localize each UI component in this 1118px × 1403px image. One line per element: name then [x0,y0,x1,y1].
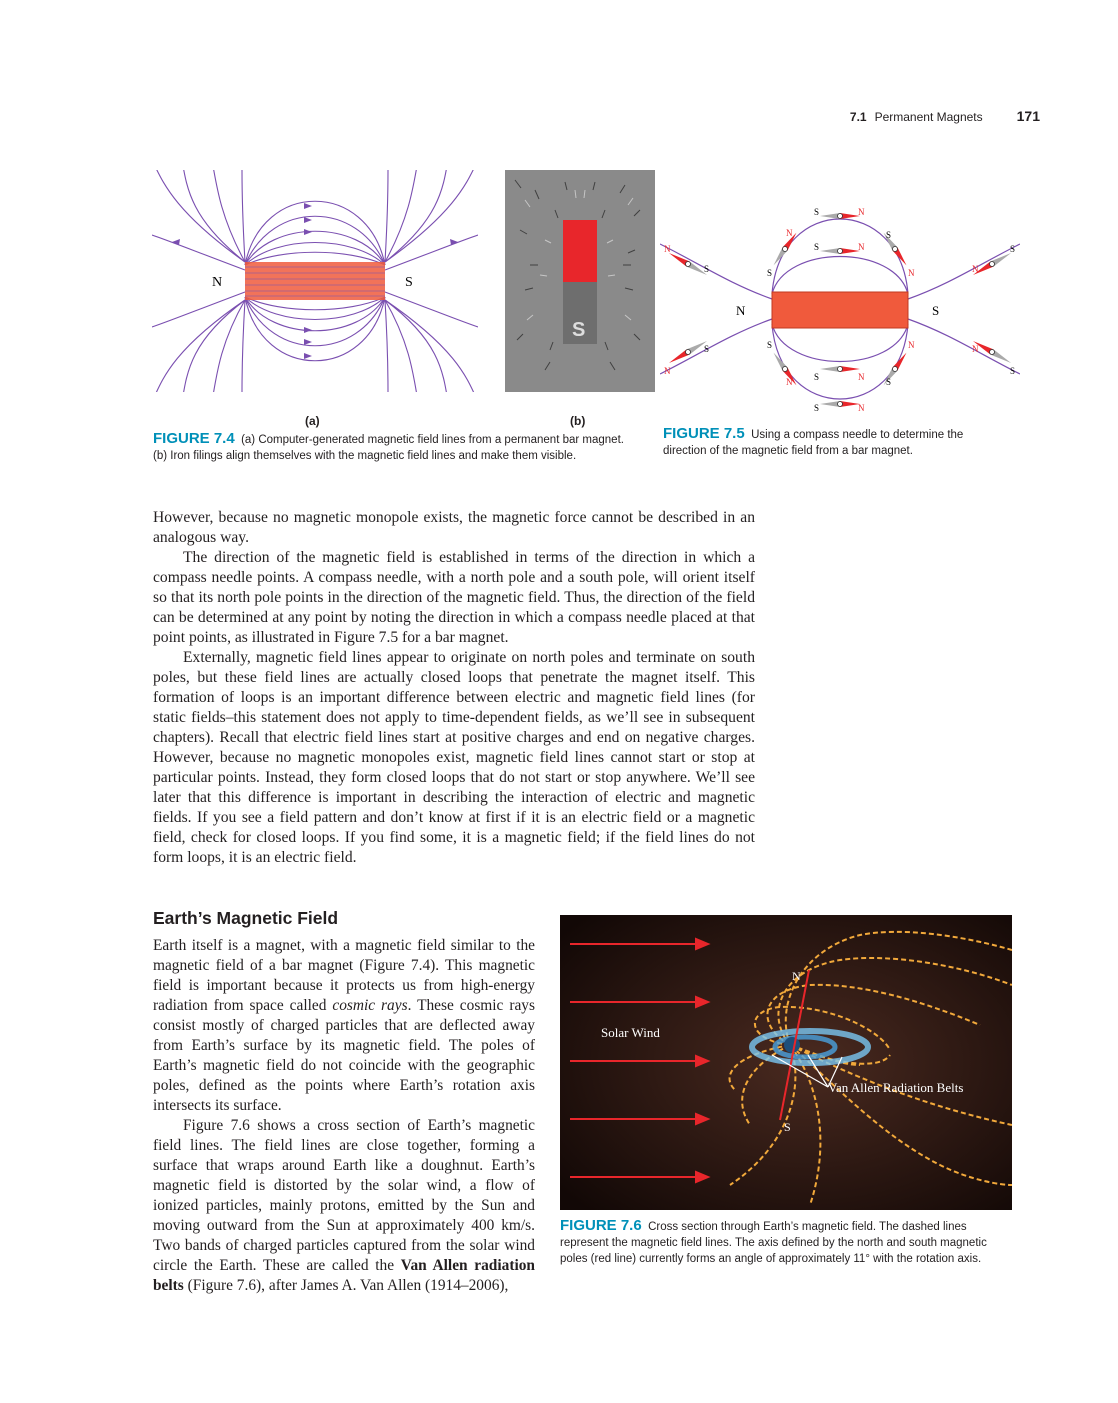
page-number: 171 [1016,108,1040,124]
svg-text:S: S [704,264,710,274]
figure-7-4-label: FIGURE 7.4 [153,430,235,447]
figure-7-6-earth-field [560,915,1012,1210]
magnet-north-half [563,220,597,282]
svg-text:N: N [786,228,793,238]
figure-7-6-caption-text: Cross section through Earth’s magnetic field. The dashed lines represent the magnetic field lines. The axis defined by the north and south magnetic poles (red line) currently forms an angle of approximately 11° with the rotation axis. [560,1221,987,1265]
running-header [760,108,1040,124]
solar-wind-label: Solar Wind [601,1025,660,1040]
figure-7-5-compass-diagram [660,204,1020,416]
figure-7-4b-iron-filings [505,170,655,392]
van-allen-belts-label: Van Allen Radiation Belts [828,1080,964,1095]
section-paragraph-2: Figure 7.6 shows a cross section of Earth’s magnetic field lines. The field lines are close together, forming a surface that wraps around Earth like a doughnut. Earth’s magnetic field is distorted by the solar wind, a flow of ionized particles, mainly protons, emitted by the Sun and moving outward from the Sun at approximately 400 km/s. Two bands of charged particles captured from the solar wind circle the Earth. These are called the Van Allen radiation belts (Figure 7.6), after James A. Van Allen (1914–2006), [153,1117,535,1294]
svg-text:N: N [858,242,865,252]
svg-text:N: N [664,366,671,376]
paragraph-3: Externally, magnetic field lines appear to originate on north poles and terminate on south poles, but these field lines are actually closed loops that penetrate the magnet itself. This formation of loops is an important difference between electric and magnetic field lines (for static fields–this statement does not apply to time-dependent fields, as we’ll see in subsequent chapters). Recall that electric field lines start at positive charges and end on negative charges. However, because no magnetic monopoles exist, magnetic field lines cannot start or stop at particular points. Instead, they form closed loops that do not start or stop anywhere. We’ll see later that this difference is important in describing the interaction of electric and magnetic fields. If you see a field pattern and don’t know at first if it is an electric field or a magnetic field, check for closed loops. If you find some, it is a magnetic field; if the field lines do not form loops, it is an electric field. [153,649,755,866]
svg-text:N: N [972,344,979,354]
svg-text:S: S [814,207,820,217]
pole-s-label: S [784,1120,791,1134]
body-text [153,508,755,868]
pole-n-label: N [792,969,801,983]
figure-7-6-caption [560,1218,1000,1267]
svg-text:N: N [858,372,865,382]
figure-7-4a-field-lines [152,170,478,392]
svg-text:S: S [814,372,820,382]
panel-b-label: (b) [570,414,586,428]
magnet-s-label: S [932,303,940,318]
magnet-n-label: N [736,303,746,318]
figure-7-5-label: FIGURE 7.5 [663,425,745,442]
paragraph-1: However, because no magnetic monopole exists, the magnetic force cannot be described in an analogous way. [153,509,755,546]
svg-text:S: S [814,403,820,413]
svg-text:S: S [814,242,820,252]
magnet-s-letter: S [572,319,586,341]
svg-text:S: S [704,344,710,354]
section-text [153,936,535,1296]
svg-text:S: S [767,268,773,278]
svg-text:N: N [786,377,793,387]
figure-7-6-label: FIGURE 7.6 [560,1217,642,1234]
svg-text:S: S [1010,366,1016,376]
svg-text:S: S [767,340,773,350]
svg-text:S: S [886,230,892,240]
paragraph-2: The direction of the magnetic field is established in terms of the direction in which a compass needle points. A compass needle, with a north pole and a south pole, will orient itself so that its north pole points in the direction of the magnetic field. Thus, the direction of the field can be determined at any point by noting the direction in which a compass needle placed at that point points, as illustrated in Figure 7.5 for a bar magnet. [153,549,755,646]
panel-a-label: (a) [305,414,320,428]
section-heading-wrap [153,908,338,929]
svg-text:N: N [858,403,865,413]
svg-text:S: S [1010,244,1016,254]
figure-7-5-caption-text: Using a compass needle to determine the direction of the magnetic field from a bar magnet. [663,429,964,457]
svg-text:N: N [664,244,671,254]
svg-text:N: N [972,264,979,274]
figure-7-4-caption-text: (a) Computer-generated magnetic field lines from a permanent bar magnet. (b) Iron filings align themselves with the magnetic field lines and make them visible. [153,434,624,462]
section-heading: Earth’s Magnetic Field [153,908,339,928]
figure-7-5-caption [663,426,993,459]
pole-s-label: S [405,275,413,290]
bar-magnet [772,292,908,328]
section-number: 7.1 [849,110,867,124]
svg-text:N: N [908,268,915,278]
figure-7-4-caption [153,431,633,464]
section-paragraph-1: Earth itself is a magnet, with a magnetic field similar to the magnetic field of a bar magnet (Figure 7.4). This magnetic field is important because it protects us from high-energy radiation from space called cosmic rays. These cosmic rays consist mostly of charged particles that are deflected away from Earth’s surface by its magnetic field. The poles of Earth’s magnetic field do not coincide with the geographic poles, defined as the points where Earth’s rotation axis intersects its surface. [153,937,535,1114]
pole-n-label: N [212,275,223,290]
svg-text:S: S [886,377,892,387]
svg-text:N: N [858,207,865,217]
bar-magnet [245,262,385,300]
earth [784,1037,800,1053]
section-title: Permanent Magnets [874,110,983,124]
svg-text:N: N [908,340,915,350]
